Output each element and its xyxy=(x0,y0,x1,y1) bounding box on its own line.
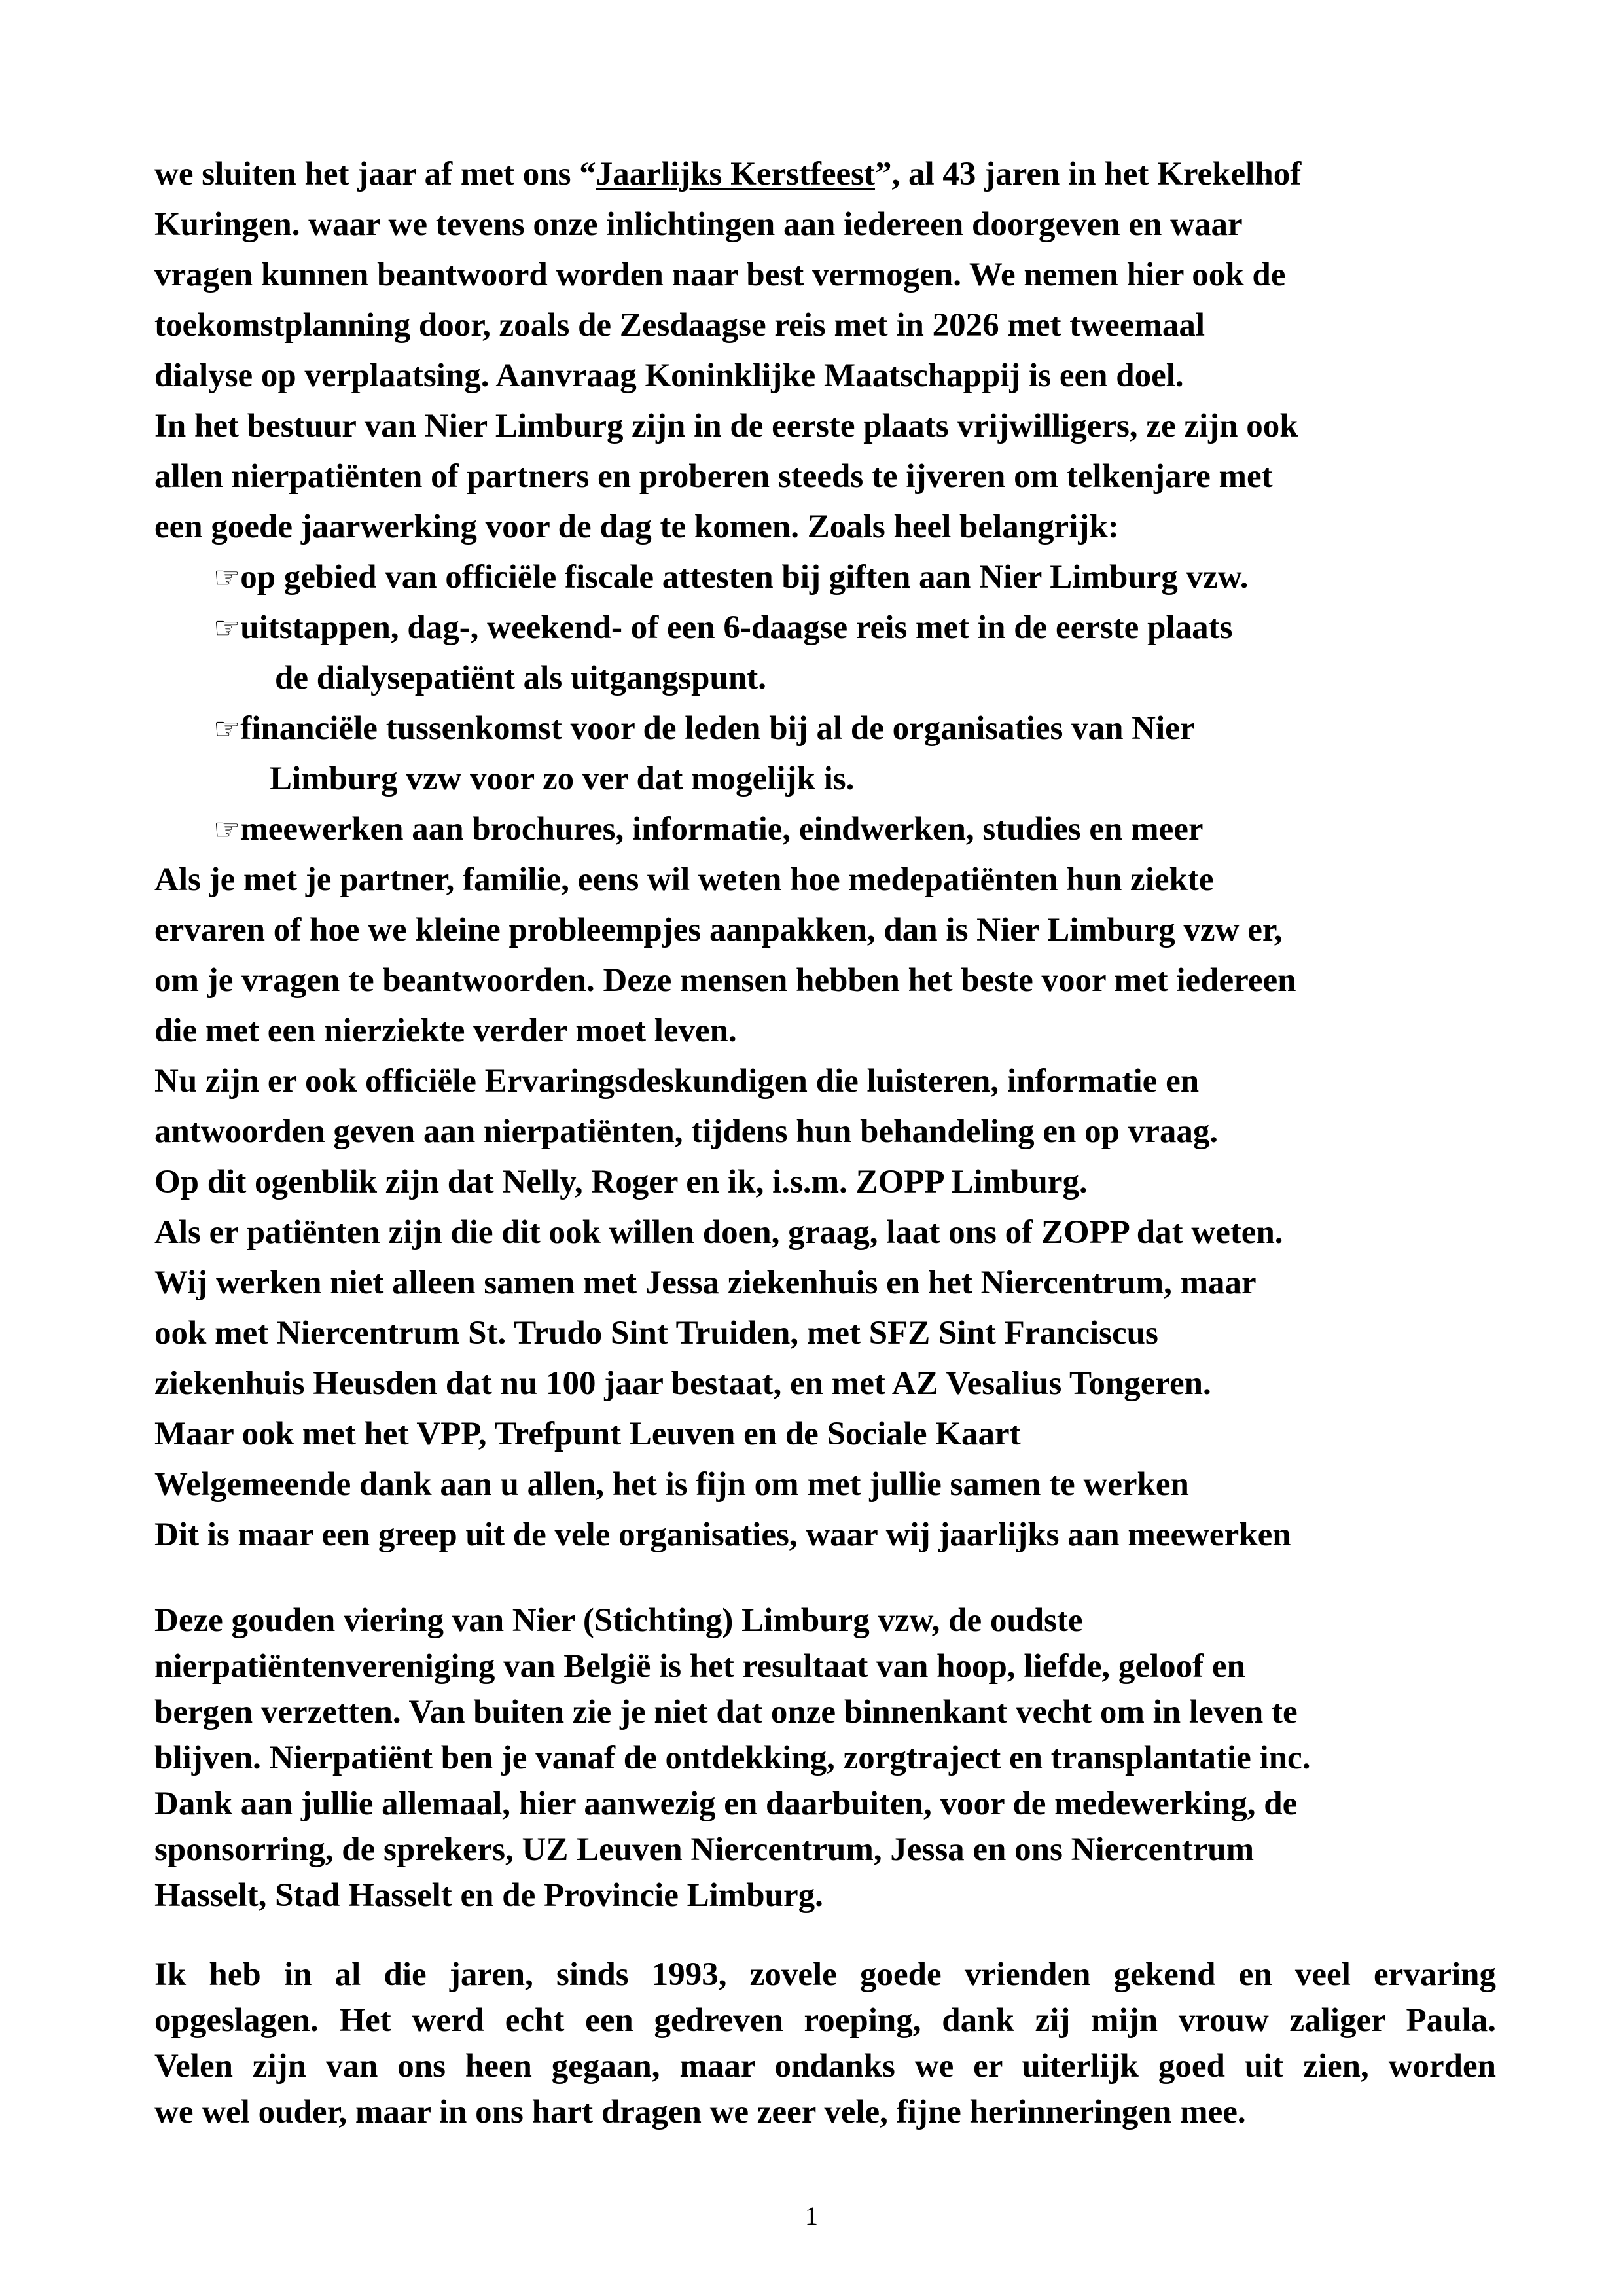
text-line: In het bestuur van Nier Limburg zijn in de eerste plaats vrijwilligers, ze zijn ook xyxy=(154,408,1298,444)
bullet-text: financiële tussenkomst voor de leden bij al de organisaties van Nier xyxy=(240,710,1195,747)
pointing-hand-icon: ☞ xyxy=(213,610,241,645)
pointing-hand-icon: ☞ xyxy=(213,560,241,595)
text-line: die met een nierziekte verder moet leven. xyxy=(154,1013,737,1049)
text-line: Wij werken niet alleen samen met Jessa ziekenhuis en het Niercentrum, maar xyxy=(154,1265,1257,1301)
text-line: toekomstplanning door, zoals de Zesdaagse reis met in 2026 met tweemaal xyxy=(154,307,1205,344)
bullet-item xyxy=(213,810,1204,849)
text-line: Hasselt, Stad Hasselt en de Provincie Limburg. xyxy=(154,1877,823,1914)
bullet-text: uitstappen, dag-, weekend- of een 6-daagse reis met in de eerste plaats xyxy=(240,609,1233,646)
text-line: ziekenhuis Heusden dat nu 100 jaar bestaat, en met AZ Vesalius Tongeren. xyxy=(154,1365,1211,1402)
text-line xyxy=(154,154,1301,194)
text-line: opgeslagen. Het werd echt een gedreven roeping, dank zij mijn vrouw zaliger Paula. xyxy=(154,2002,1496,2039)
text-line: dialyse op verplaatsing. Aanvraag Koninklijke Maatschappij is een doel. xyxy=(154,357,1184,394)
kerstfeest-link[interactable]: Jaarlijks Kerstfeest xyxy=(596,156,876,192)
text-line: Maar ook met het VPP, Trefpunt Leuven en de Sociale Kaart xyxy=(154,1416,1021,1452)
text-line: blijven. Nierpatiënt ben je vanaf de ontdekking, zorgtraject en transplantatie inc. xyxy=(154,1740,1311,1776)
bullet-continuation: Limburg vzw voor zo ver dat mogelijk is. xyxy=(270,761,855,797)
text-line: Welgemeende dank aan u allen, het is fijn om met jullie samen te werken xyxy=(154,1466,1189,1503)
text-line: Dit is maar een greep uit de vele organisaties, waar wij jaarlijks aan meewerken xyxy=(154,1516,1291,1553)
text-line: Ik heb in al die jaren, sinds 1993, zovele goede vrienden gekend en veel ervaring xyxy=(154,1956,1496,1993)
text-line: vragen kunnen beantwoord worden naar best vermogen. We nemen hier ook de xyxy=(154,257,1286,293)
text-line: ervaren of hoe we kleine probleempjes aanpakken, dan is Nier Limburg vzw er, xyxy=(154,912,1283,948)
text-line: een goede jaarwerking voor de dag te komen. Zoals heel belangrijk: xyxy=(154,509,1119,545)
text-line: Nu zijn er ook officiële Ervaringsdeskundigen die luisteren, informatie en xyxy=(154,1063,1200,1100)
text-line: ook met Niercentrum St. Trudo Sint Truiden, met SFZ Sint Franciscus xyxy=(154,1315,1158,1352)
text-line: sponsorring, de sprekers, UZ Leuven Niercentrum, Jessa en ons Niercentrum xyxy=(154,1831,1255,1868)
bullet-text: op gebied van officiële fiscale attesten bij giften aan Nier Limburg vzw. xyxy=(240,559,1249,596)
bullet-continuation: de dialysepatiënt als uitgangspunt. xyxy=(275,660,767,696)
text-line: bergen verzetten. Van buiten zie je niet dat onze binnenkant vecht om in leven te xyxy=(154,1694,1298,1731)
text-line: Velen zijn van ons heen gegaan, maar ondanks we er uiterlijk goed uit zien, worden xyxy=(154,2048,1496,2085)
text-line: Dank aan jullie allemaal, hier aanwezig en daarbuiten, voor de medewerking, de xyxy=(154,1785,1298,1822)
bullet-item xyxy=(213,709,1194,748)
text-fragment: ”, al 43 jaren in het Krekelhof xyxy=(875,156,1302,192)
text-line: Kuringen. waar we tevens onze inlichtingen aan iedereen doorgeven en waar xyxy=(154,206,1243,243)
text-line: Deze gouden viering van Nier (Stichting) Limburg vzw, de oudste xyxy=(154,1602,1083,1639)
text-line: antwoorden geven aan nierpatiënten, tijdens hun behandeling en op vraag. xyxy=(154,1113,1219,1150)
text-line: om je vragen te beantwoorden. Deze mensen hebben het beste voor met iedereen xyxy=(154,962,1296,999)
text-line: Als er patiënten zijn die dit ook willen doen, graag, laat ons of ZOPP dat weten. xyxy=(154,1214,1283,1251)
text-line: Als je met je partner, familie, eens wil weten hoe medepatiënten hun ziekte xyxy=(154,861,1214,898)
text-line: Op dit ogenblik zijn dat Nelly, Roger en ik, i.s.m. ZOPP Limburg. xyxy=(154,1164,1088,1200)
pointing-hand-icon: ☞ xyxy=(213,812,241,847)
bullet-item xyxy=(213,558,1248,597)
text-line: nierpatiëntenvereniging van België is het resultaat van hoop, liefde, geloof en xyxy=(154,1648,1245,1685)
text-line: allen nierpatiënten of partners en proberen steeds te ijveren om telkenjare met xyxy=(154,458,1273,495)
page-number: 1 xyxy=(805,2201,818,2231)
text-fragment: we sluiten het jaar af met ons “ xyxy=(154,156,596,192)
bullet-item xyxy=(213,608,1232,647)
bullet-text: meewerken aan brochures, informatie, eindwerken, studies en meer xyxy=(240,811,1204,848)
text-line: we wel ouder, maar in ons hart dragen we zeer vele, fijne herinneringen mee. xyxy=(154,2094,1246,2130)
pointing-hand-icon: ☞ xyxy=(213,711,241,746)
